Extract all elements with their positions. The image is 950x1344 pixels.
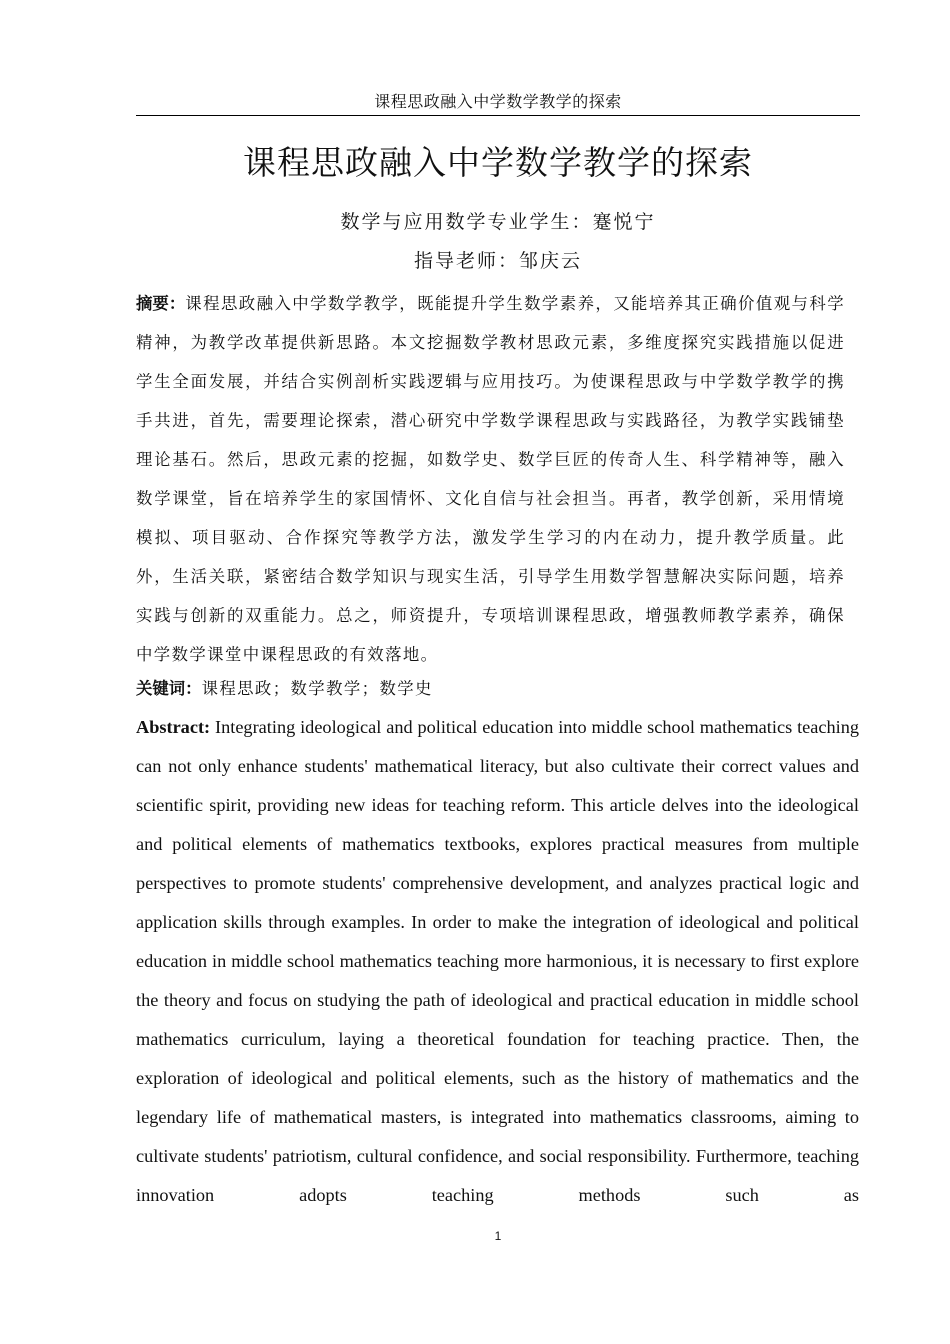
page-title: 课程思政融入中学数学教学的探索	[243, 143, 753, 182]
page-number: 1	[494, 1229, 502, 1243]
header-divider	[136, 115, 860, 116]
english-abstract-label: Abstract:	[136, 717, 211, 737]
english-abstract-text: Integrating ideological and political education into middle school mathematics teaching can not only enhance students' mathematical literacy, but also cultivate their correct values and scientific spirit, providing new ideas for teaching reform. This article delves into the ideological and political elements of mathematics textbooks, explores practical measures from multiple perspectives to promote students' comprehensive development, and analyzes practical logic and application skills through examples. In order to make the integration of ideological and political education in middle school mathematics teaching more harmonious, it is necessary to first explore the theory and focus on studying the path of ideological and practical education in middle school mathematics curriculum, laying a theoretical foundation for teaching practice. Then, the exploration of ideological and political elements, such as the history of mathematics and the legendary life of mathematical masters, is integrated into mathematics classrooms, aiming to cultivate students' patriotism, cultural confidence, and social responsibility. Furthermore, teaching innovation adopts teaching methods such as	[136, 717, 859, 1205]
author-line: 数学与应用数学专业学生：蹇悦宁	[340, 211, 656, 233]
advisor-line: 指导老师：邹庆云	[413, 250, 582, 272]
chinese-keywords-label: 关键词：	[136, 679, 202, 698]
chinese-abstract-label: 摘要：	[136, 294, 186, 313]
chinese-keywords	[136, 674, 845, 704]
chinese-abstract	[136, 284, 845, 674]
chinese-abstract-text: 课程思政融入中学数学教学，既能提升学生数学素养，又能培养其正确价值观与科学精神，为教学改革提供新思路。本文挖掘数学教材思政元素，多维度探究实践措施以促进学生全面发展，并结合实例剖析实践逻辑与应用技巧。为使课程思政与中学数学教学的携手共进，首先，需要理论探索，潜心研究中学数学课程思政与实践路径，为教学实践铺垫理论基石。然后，思政元素的挖掘，如数学史、数学巨匠的传奇人生、科学精神等，融入数学课堂，旨在培养学生的家国情怀、文化自信与社会担当。再者，教学创新，采用情境模拟、项目驱动、合作探究等教学方法，激发学生学习的内在动力，提升教学质量。此外，生活关联，紧密结合数学知识与现实生活，引导学生用数学智慧解决实际问题，培养实践与创新的双重能力。总之，师资提升，专项培训课程思政，增强教师教学素养，确保中学数学课堂中课程思政的有效落地。	[136, 294, 845, 664]
chinese-keywords-text: 课程思政；数学教学；数学史	[201, 679, 433, 698]
running-header: 课程思政融入中学数学教学的探索	[374, 92, 622, 111]
english-abstract	[136, 708, 859, 1215]
